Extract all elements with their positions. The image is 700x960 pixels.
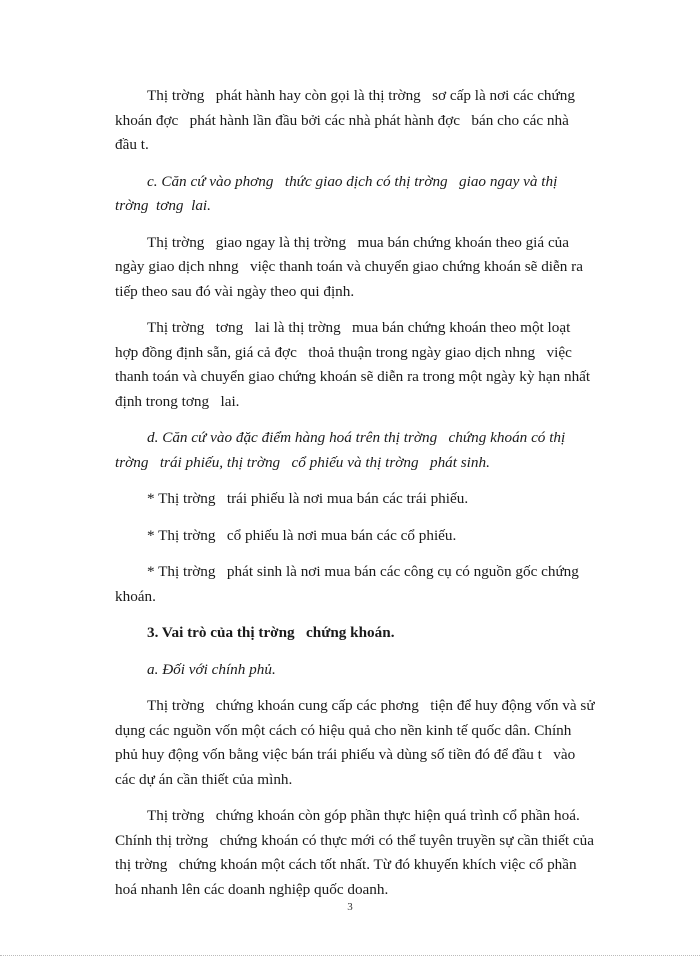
paragraph [115,560,635,609]
paragraph [115,316,635,414]
paragraph-line: Thị trờng tơng lai là thị trờng mua bán chứng khoán theo một loạt [147,319,571,336]
page-number: 3 [347,901,353,913]
paragraph [115,694,635,792]
paragraph-line: khoán đợc phát hành lần đầu bởi các nhà phát hành đợc bán cho các nhà [115,111,569,129]
paragraph-line: thanh toán và chuyển giao chứng khoán sẽ diễn ra trong một ngày kỳ hạn nhất [115,368,591,385]
paragraph [115,658,635,683]
paragraph-line: dụng các nguồn vốn một cách có hiệu quả cho nền kinh tế quốc dân. Chính [115,721,572,739]
paragraph-line: Chính thị trờng chứng khoán có thực mới có thể tuyên truyền sự cần thiết của [115,831,594,849]
section-heading [115,621,635,646]
paragraph-line: trờng tơng lai. [115,197,211,214]
paragraph [115,84,635,158]
paragraph-line: tiếp theo sau đó vài ngày theo qui định. [115,282,355,300]
paragraph-line: thị trờng chứng khoán một cách tốt nhất. Từ đó khuyến khích việc cổ phần [115,856,577,873]
paragraph-line: hợp đồng định sẵn, giá cả đợc thoả thuận trong ngày giao dịch nhng việc [115,343,572,361]
paragraph [115,426,635,475]
paragraph [115,524,635,549]
page-bottom-divider [0,955,700,956]
paragraph [115,170,635,219]
paragraph-line: * Thị trờng trái phiếu là nơi mua bán các trái phiếu. [147,490,469,507]
paragraph-line: 3. Vai trò của thị trờng chứng khoán. [147,624,395,641]
paragraph-line: Thị trờng phát hành hay còn gọi là thị trờng sơ cấp là nơi các chứng [147,87,575,104]
paragraph-line: ngày giao dịch nhng việc thanh toán và chuyển giao chứng khoán sẽ diễn ra [115,258,583,275]
paragraph-line: a. Đối với chính phủ. [147,660,276,678]
paragraph [115,804,635,902]
paragraph-line: các dự án cần thiết của mình. [115,770,293,788]
paragraph-line: định trong tơng lai. [115,392,240,410]
paragraph-line: Thị trờng giao ngay là thị trờng mua bán chứng khoán theo giá của [147,233,570,251]
paragraph-line: hoá nhanh lên các doanh nghiệp quốc doanh. [115,880,389,898]
paragraph-line: đầu t. [115,136,149,153]
paragraph [115,487,635,512]
paragraph [115,231,635,305]
paragraph-line: khoán. [115,587,156,605]
paragraph-line: * Thị trờng phát sinh là nơi mua bán các công cụ có nguồn gốc chứng [147,563,579,580]
paragraph-line: * Thị trờng cổ phiếu là nơi mua bán các cổ phiếu. [147,526,457,544]
paragraph-line: trờng trái phiếu, thị trờng cổ phiếu và thị trờng phát sinh. [115,453,490,471]
paragraph-line: Thị trờng chứng khoán còn góp phần thực hiện quá trình cổ phần hoá. [147,807,580,824]
paragraph-line: d. Căn cứ vào đặc điểm hàng hoá trên thị trờng chứng khoán có thị [147,429,566,446]
paragraph-line: Thị trờng chứng khoán cung cấp các phơng tiện để huy động vốn và sử [147,697,595,714]
paragraph-line: c. Căn cứ vào phơng thức giao dịch có thị trờng giao ngay và thị [147,172,558,190]
paragraph-line: phủ huy động vốn bằng việc bán trái phiếu và dùng số tiền đó để đầu t vào [115,746,576,763]
document-body [115,84,635,914]
